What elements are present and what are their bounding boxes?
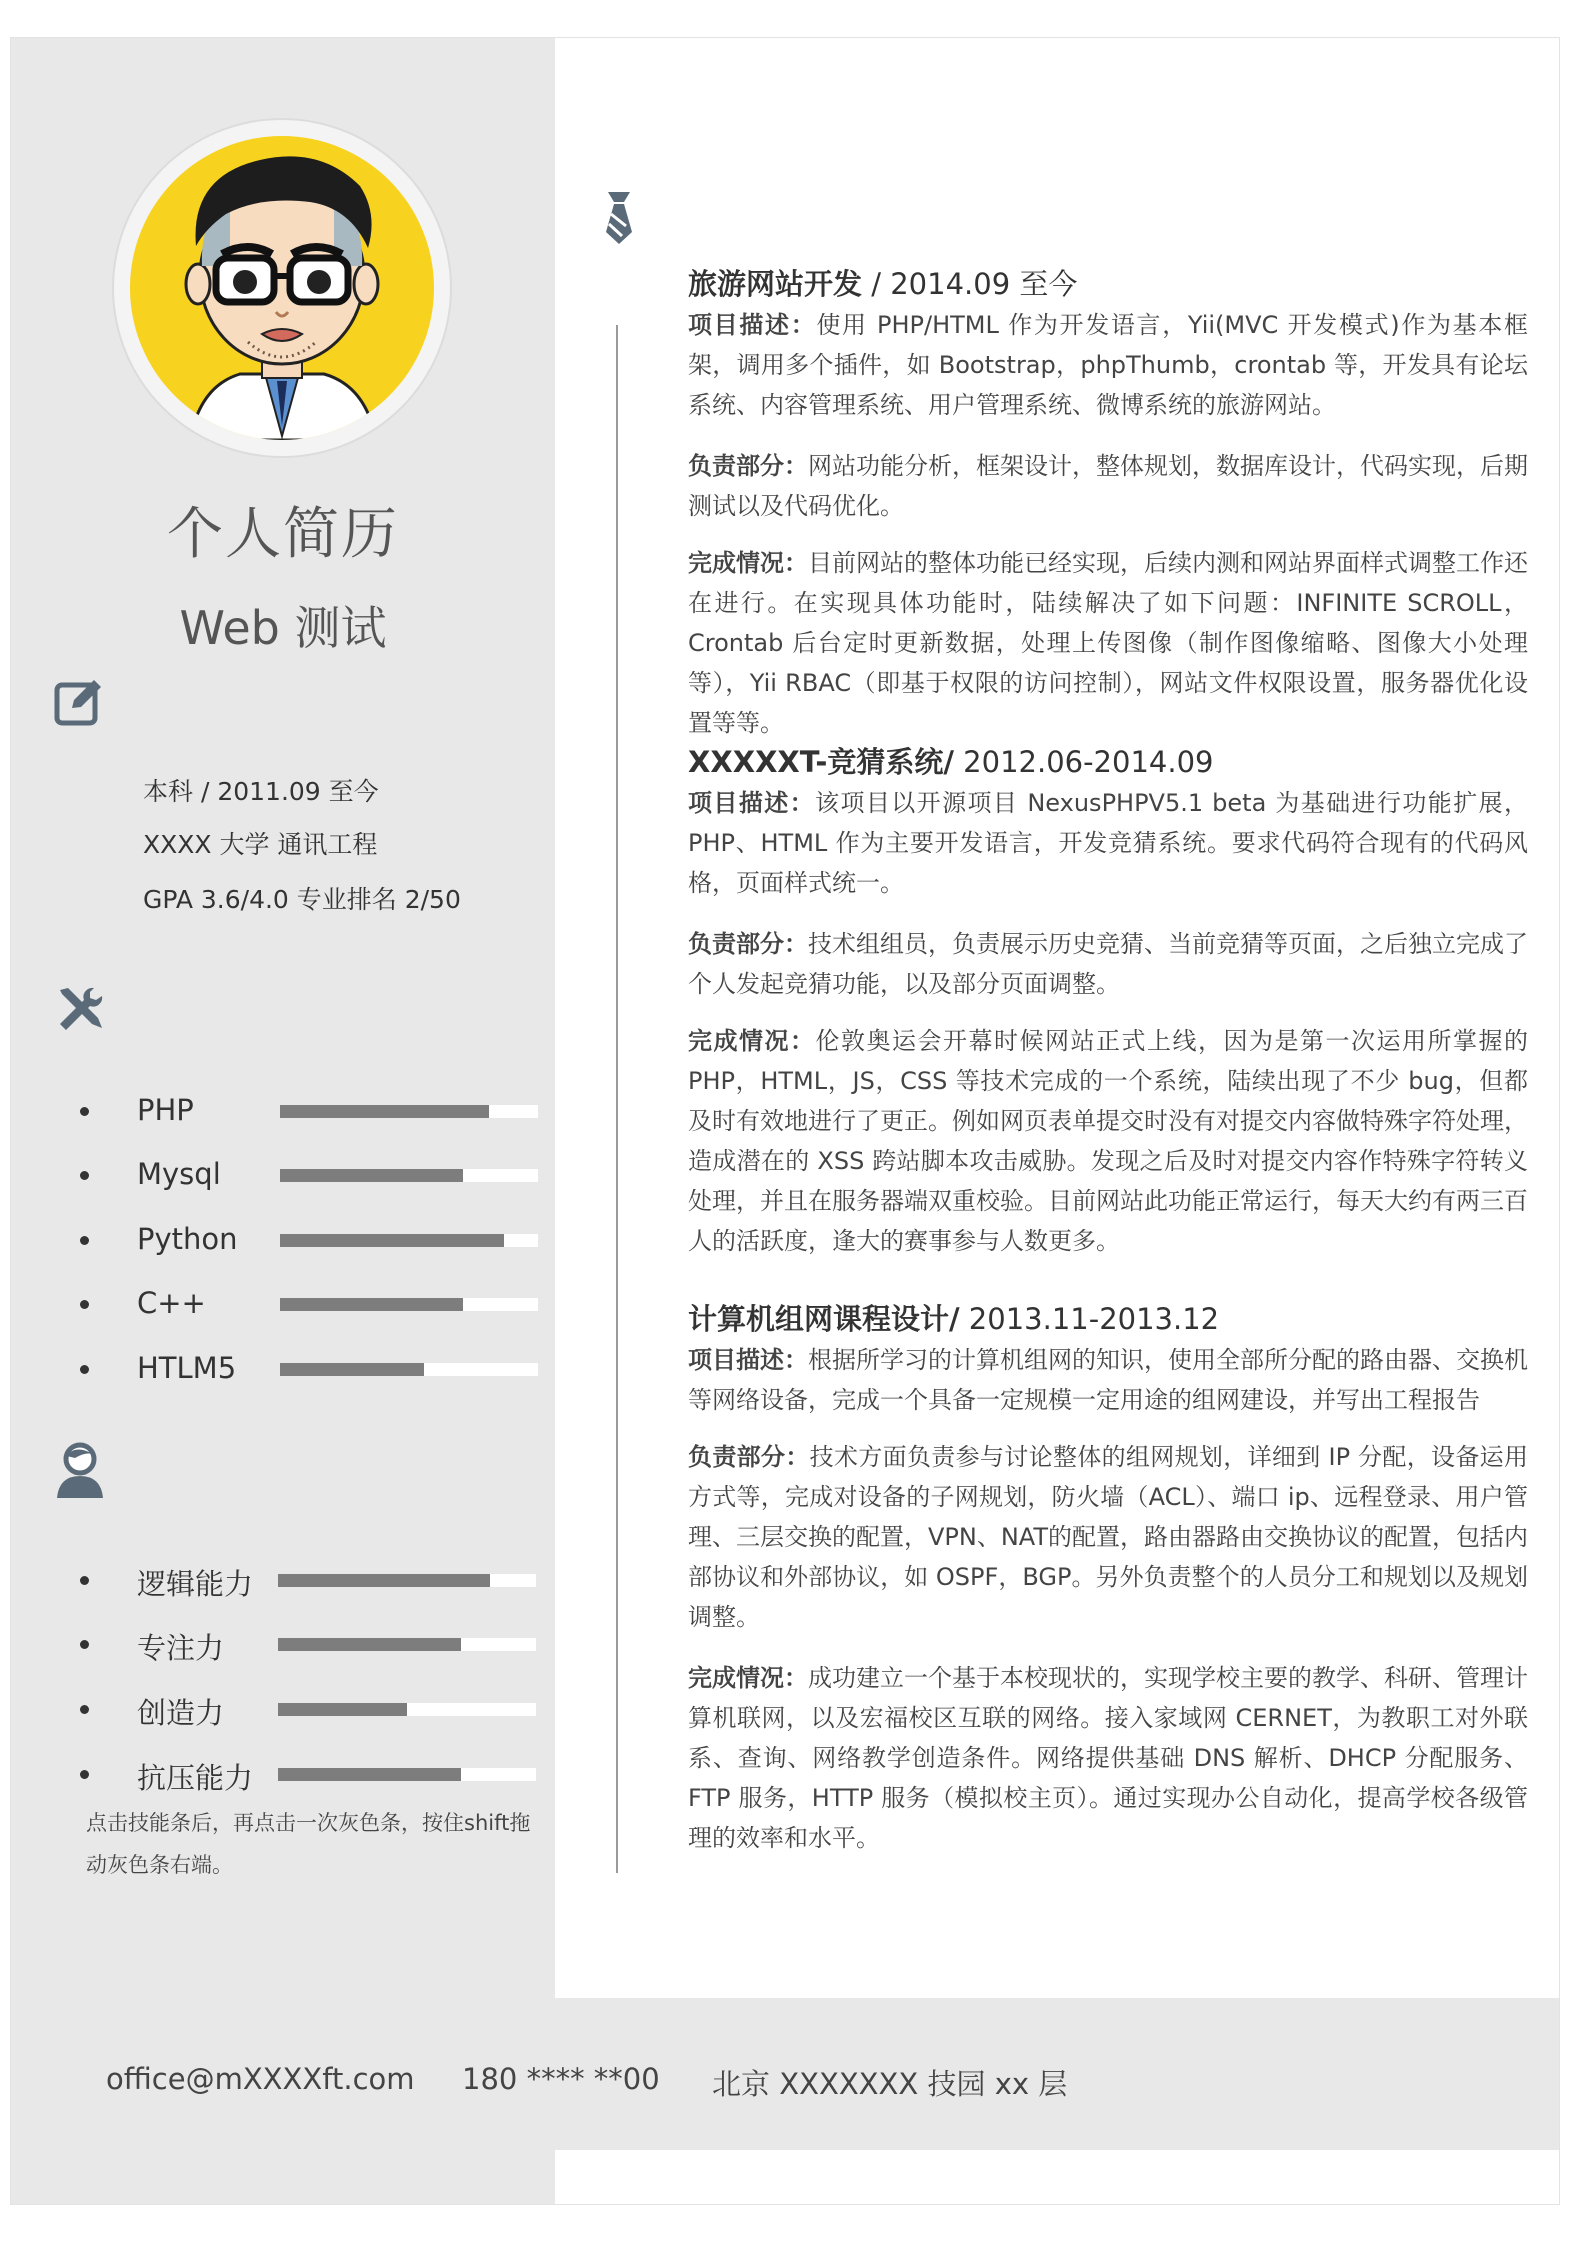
bullet	[80, 1576, 89, 1585]
skill-bar-track[interactable]	[280, 1169, 538, 1182]
skill-row	[80, 1351, 560, 1391]
contact-address: 北京 XXXXXXX 技园 xx 层	[712, 2067, 1068, 2101]
ability-row	[80, 1562, 560, 1602]
timeline-line	[616, 325, 618, 1873]
project-result: 完成情况：成功建立一个基于本校现状的，实现学校主要的教学、科研、管理计算机联网，以及宏福校区互联的网络。接入家域网 CERNET，为教职工对外联系、查询、网络教学创造条件。网络提供基础 DNS 解析、DHCP 分配服务、FTP 服务，HTTP 服务（模拟校主页）。通过实现办公自动化，提高学校各级管理的效率和水平。	[688, 1664, 1528, 1852]
skill-bar-track[interactable]	[280, 1105, 538, 1118]
skill-row	[80, 1222, 560, 1262]
skill-bar-fill[interactable]	[280, 1298, 463, 1311]
skill-row	[80, 1157, 560, 1197]
project-responsibility: 负责部分：技术组组员，负责展示历史竞猜、当前竞猜等页面，之后独立完成了个人发起竞猜功能，以及部分页面调整。	[688, 930, 1528, 998]
project-responsibility: 负责部分：网站功能分析，框架设计，整体规划，数据库设计，代码实现，后期测试以及代码优化。	[688, 452, 1528, 520]
skill-bar-track[interactable]	[280, 1363, 538, 1376]
skill-name: PHP	[137, 1093, 194, 1127]
skill-bar-track[interactable]	[278, 1638, 536, 1651]
bullet	[80, 1236, 89, 1245]
skill-bar-fill[interactable]	[278, 1574, 490, 1587]
skill-bar-track[interactable]	[278, 1703, 536, 1716]
skill-bar-fill[interactable]	[280, 1169, 463, 1182]
education-school: XXXX 大学 通讯工程	[143, 830, 378, 859]
skill-name: Python	[137, 1222, 238, 1256]
skill-name: 逻辑能力	[137, 1567, 254, 1601]
skill-bar-fill[interactable]	[278, 1768, 461, 1781]
skill-bar-fill[interactable]	[280, 1234, 504, 1247]
project-description: 项目描述：该项目以开源项目 NexusPHPV5.1 beta 为基础进行功能扩展，PHP、HTML 作为主要开发语言，开发竞猜系统。要求代码符合现有的代码风格，页面样式统一。	[688, 789, 1529, 897]
skill-bar-track[interactable]	[280, 1234, 538, 1247]
bullet	[80, 1171, 89, 1180]
tools-icon	[54, 984, 106, 1040]
education-degree: 本科 / 2011.09 至今	[143, 777, 379, 806]
skill-bar-fill[interactable]	[278, 1703, 407, 1716]
bullet	[80, 1705, 89, 1714]
contact-email[interactable]: office@mXXXXft.com	[106, 2062, 415, 2096]
contact-phone: 180 **** **00	[462, 2062, 660, 2096]
project-title: XXXXXT-竞猜系统/ 2012.06-2014.09	[688, 745, 1214, 779]
avatar-illustration	[130, 136, 434, 440]
bullet	[80, 1640, 89, 1649]
resume-title: 个人简历	[167, 502, 399, 567]
project-result: 完成情况：伦敦奥运会开幕时候网站正式上线，因为是第一次运用所掌握的 PHP，HTML，JS，CSS 等技术完成的一个系统，陆续出现了不少 bug，但都及时有效地进行了更正。例如网页表单提交时没有对提交内容做特殊字符处理，造成潜在的 XSS 跨站脚本攻击威胁。发现之后及时对提交内容作特殊字符转义处理，并且在服务器端双重校验。目前网站此功能正常运行，每天大约有两三百人的活跃度，逢大的赛事参与人数更多。	[688, 1027, 1528, 1255]
skill-name: 创造力	[137, 1696, 225, 1730]
skill-row	[80, 1093, 560, 1133]
bullet	[80, 1770, 89, 1779]
ability-row	[80, 1691, 560, 1731]
person-icon	[55, 1442, 105, 1502]
skill-name: C++	[137, 1286, 206, 1320]
project-title: 计算机组网课程设计/ 2013.11-2013.12	[688, 1302, 1220, 1336]
bullet	[80, 1365, 89, 1374]
project-responsibility: 负责部分：技术方面负责参与讨论整体的组网规划，详细到 IP 分配，设备运用方式等，完成对设备的子网规划，防火墙（ACL）、端口 ip、远程登录、用户管理、三层交换的配置，VPN、NAT的配置，路由器路由交换协议的配置，包括内部协议和外部协议，如 OSPF，BGP。另外负责整个的人员分工和规划以及规划调整。	[688, 1443, 1529, 1631]
project-result: 完成情况：目前网站的整体功能已经实现，后续内测和网站界面样式调整工作还在进行。在实现具体功能时，陆续解决了如下问题：INFINITE SCROLL，Crontab 后台定时更新数据，处理上传图像（制作图像缩略、图像大小处理等），Yii RBAC（即基于权限的访问控制），网站文件权限设置，服务器优化设置等等。	[688, 549, 1528, 737]
project-title: 旅游网站开发 / 2014.09 至今	[688, 267, 1078, 301]
ability-row	[80, 1756, 560, 1796]
project-description: 项目描述：根据所学习的计算机组网的知识，使用全部所分配的路由器、交换机等网络设备，完成一个具备一定规模一定用途的组网建设，并写出工程报告	[688, 1346, 1528, 1414]
skill-name: HTLM5	[137, 1351, 237, 1385]
skill-name: 抗压能力	[137, 1761, 254, 1795]
skill-bar-fill[interactable]	[280, 1105, 489, 1118]
skill-bar-track[interactable]	[280, 1298, 538, 1311]
tie-icon	[602, 190, 636, 250]
bullet	[80, 1300, 89, 1309]
skill-name: 专注力	[137, 1631, 225, 1665]
skill-bar-fill[interactable]	[280, 1363, 424, 1376]
project-description: 项目描述：使用 PHP/HTML 作为开发语言，Yii(MVC 开发模式)作为基本框架，调用多个插件，如 Bootstrap，phpThumb，crontab 等，开发具有论坛系统、内容管理系统、用户管理系统、微博系统的旅游网站。	[688, 311, 1529, 419]
skill-bar-track[interactable]	[278, 1768, 536, 1781]
edit-icon	[54, 676, 106, 732]
skill-bar-fill[interactable]	[278, 1638, 461, 1651]
footer-accent	[11, 2150, 555, 2204]
education-gpa: GPA 3.6/4.0 专业排名 2/50	[143, 885, 461, 914]
ability-row	[80, 1626, 560, 1666]
bullet	[80, 1107, 89, 1116]
skill-bar-track[interactable]	[278, 1574, 536, 1587]
skill-row	[80, 1286, 560, 1326]
skill-name: Mysql	[137, 1157, 221, 1191]
skill-bar-hint: 点击技能条后，再点击一次灰色条，按住shift拖动灰色条右端。	[86, 1811, 531, 1877]
avatar	[130, 136, 434, 440]
job-title: Web 测试	[179, 601, 387, 655]
